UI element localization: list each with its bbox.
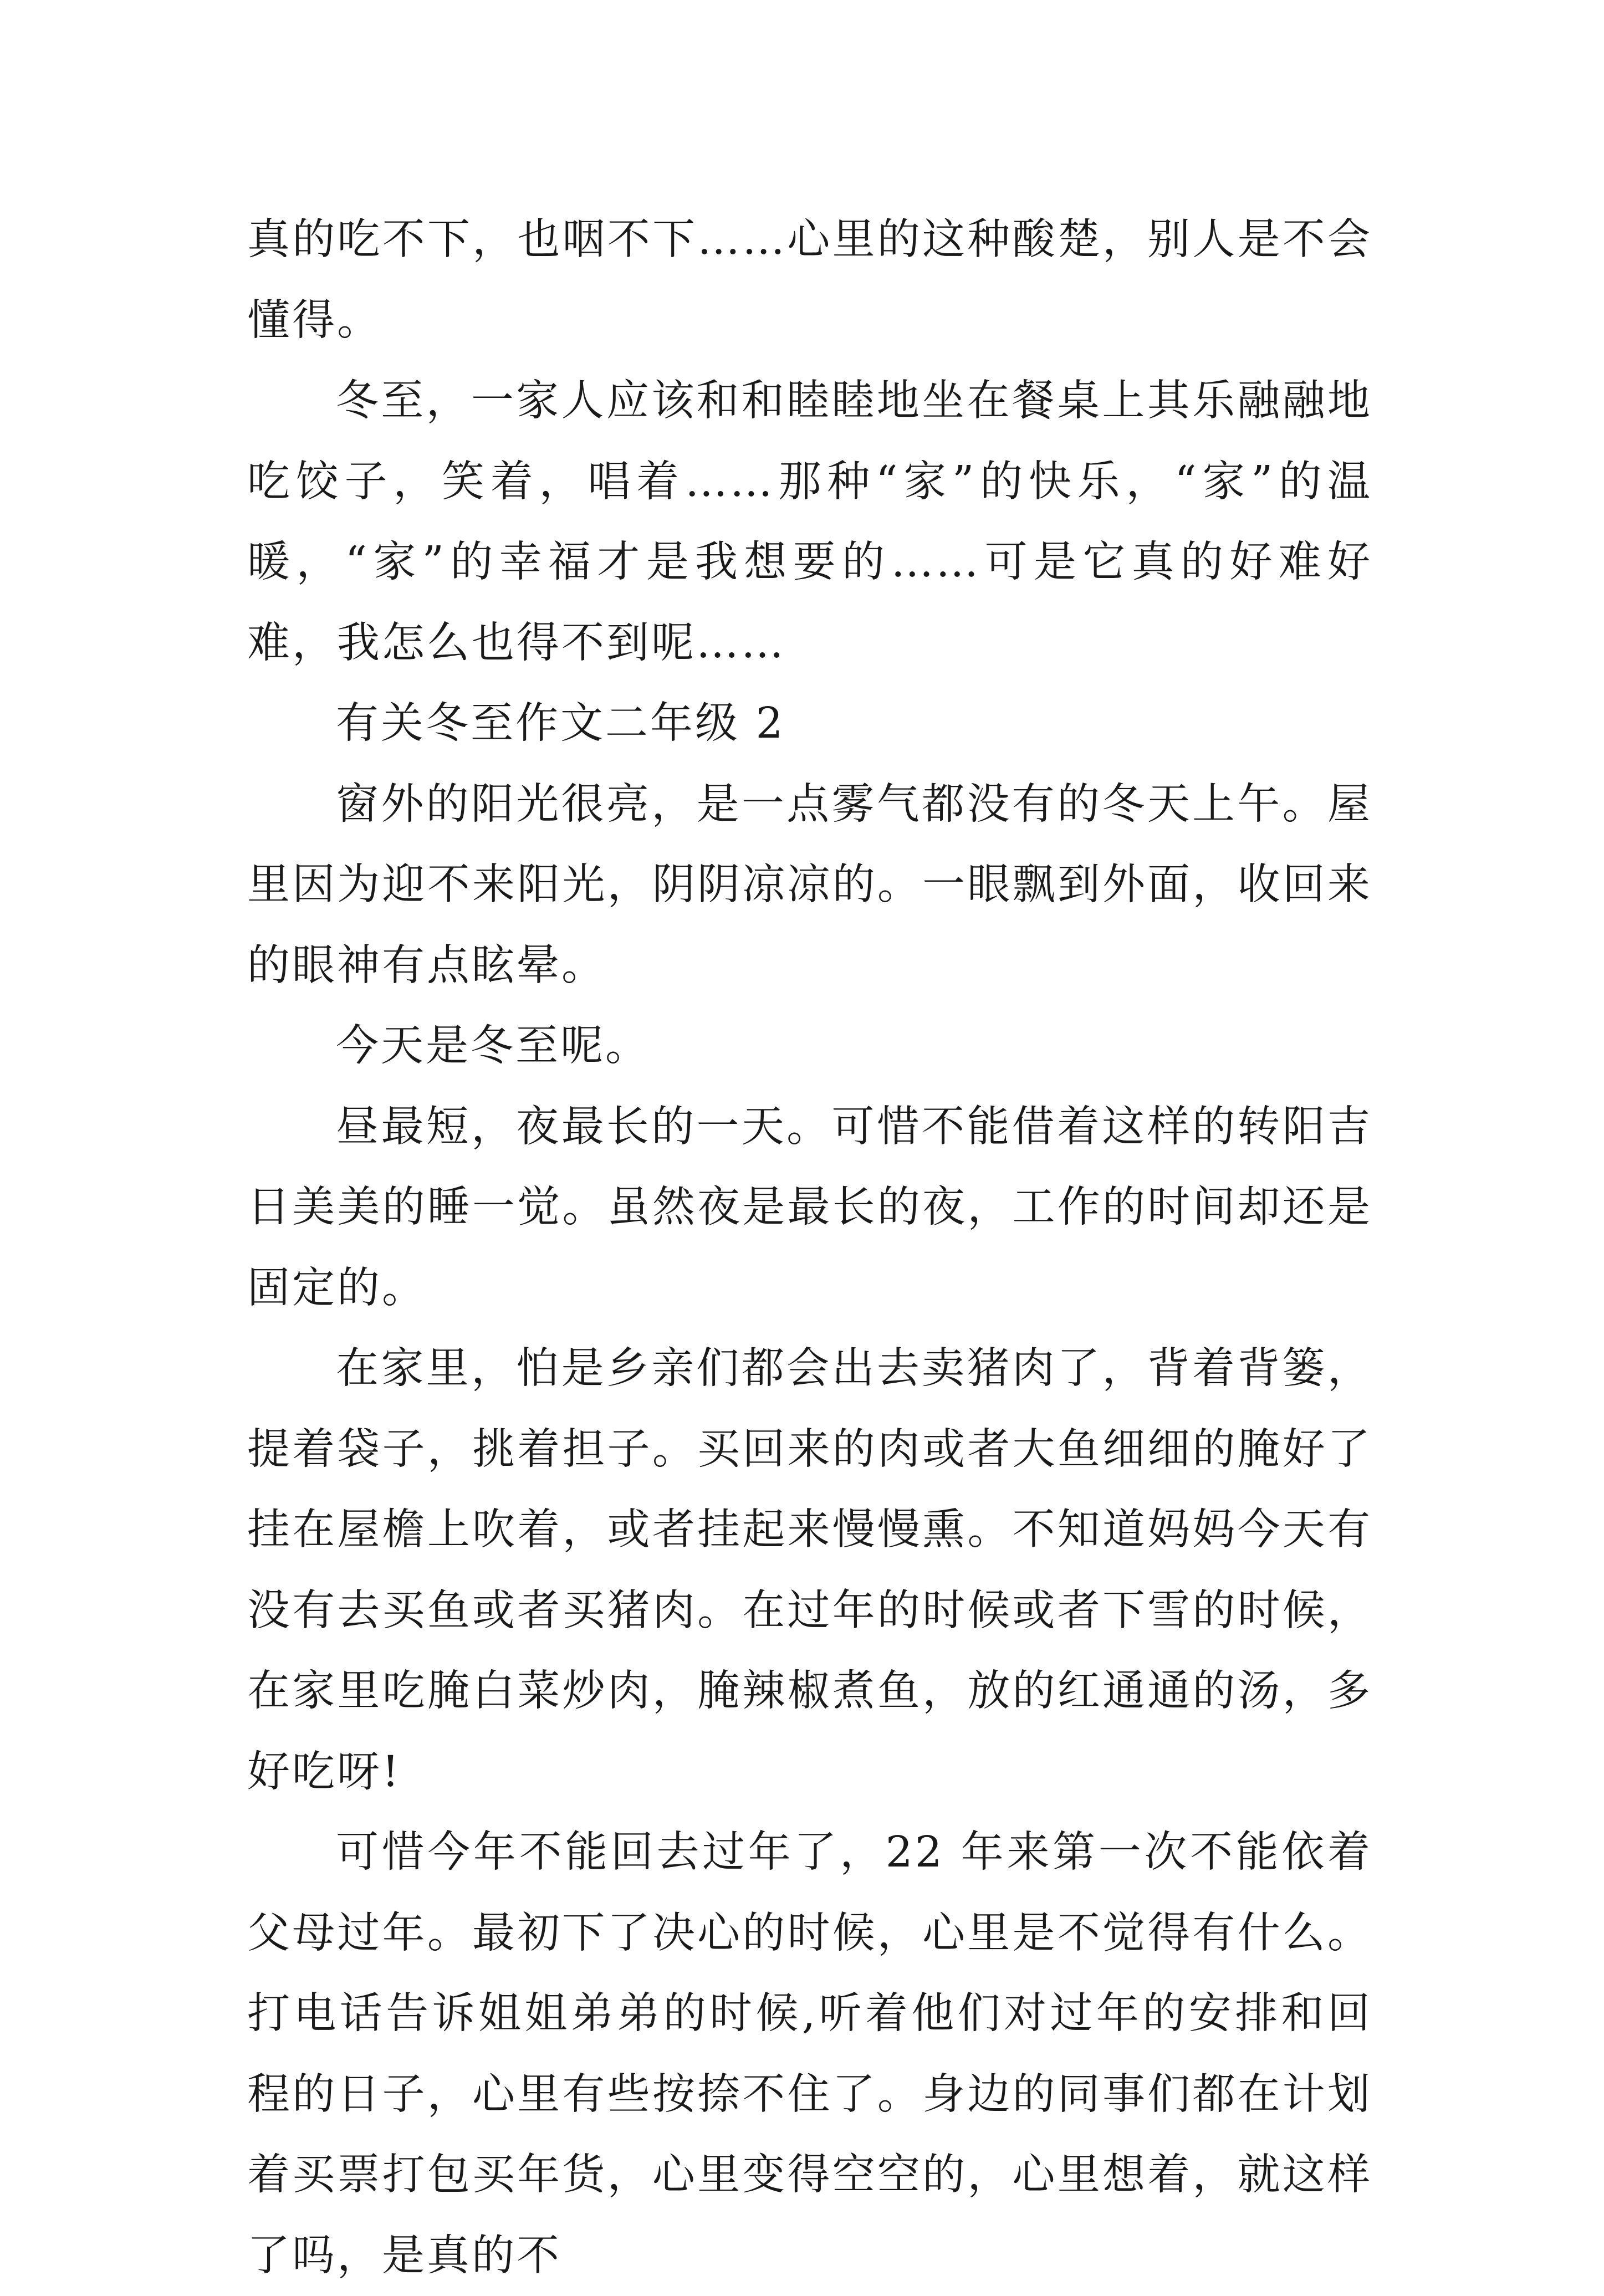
paragraph: 昼最短，夜最长的一天。可惜不能借着这样的转阳吉日美美的睡一觉。虽然夜是最长的夜，工作的时间却还是固定的。 [247,1102,1372,1313]
paragraph: 冬至，一家人应该和和睦睦地坐在餐桌上其乐融融地吃饺子，笑着，唱着……那种“家”的快乐，“家”的温暖，“家”的幸福才是我想要的……可是它真的好难好难，我怎么也得不到呢…… [247,376,1372,668]
paragraph: 可惜今年不能回去过年了，22 年来第一次不能依着父母过年。最初下了决心的时候，心里是不觉得有什么。打电话告诉姐姐弟弟的时候,听着他们对过年的安排和回程的日子，心里有些按捺不住了。身边的同事们都在计划着买票打包买年货，心里变得空空的，心里想着，就这样了吗，是真的不 [247,1828,1372,2280]
paragraph: 今天是冬至呢。 [336,1021,650,1071]
body-text [247,200,1372,2296]
section-heading: 有关冬至作文二年级 2 [336,699,785,748]
paragraph: 真的吃不下，也咽不下……心里的这种酸楚，别人是不会懂得。 [247,215,1372,345]
paragraph: 在家里，怕是乡亲们都会出去卖猪肉了，背着背篓，提着袋子，挑着担子。买回来的肉或者大鱼细细的腌好了挂在屋檐上吹着，或者挂起来慢慢熏。不知道妈妈今天有没有去买鱼或者买猪肉。在过年的时候或者下雪的时候，在家里吃腌白菜炒肉，腌辣椒煮鱼，放的红通通的汤，多好吃呀! [247,1344,1372,1797]
paragraph: 窗外的阳光很亮，是一点雾气都没有的冬天上午。屋里因为迎不来阳光，阴阴凉凉的。一眼飘到外面，收回来的眼神有点眩晕。 [247,779,1372,990]
